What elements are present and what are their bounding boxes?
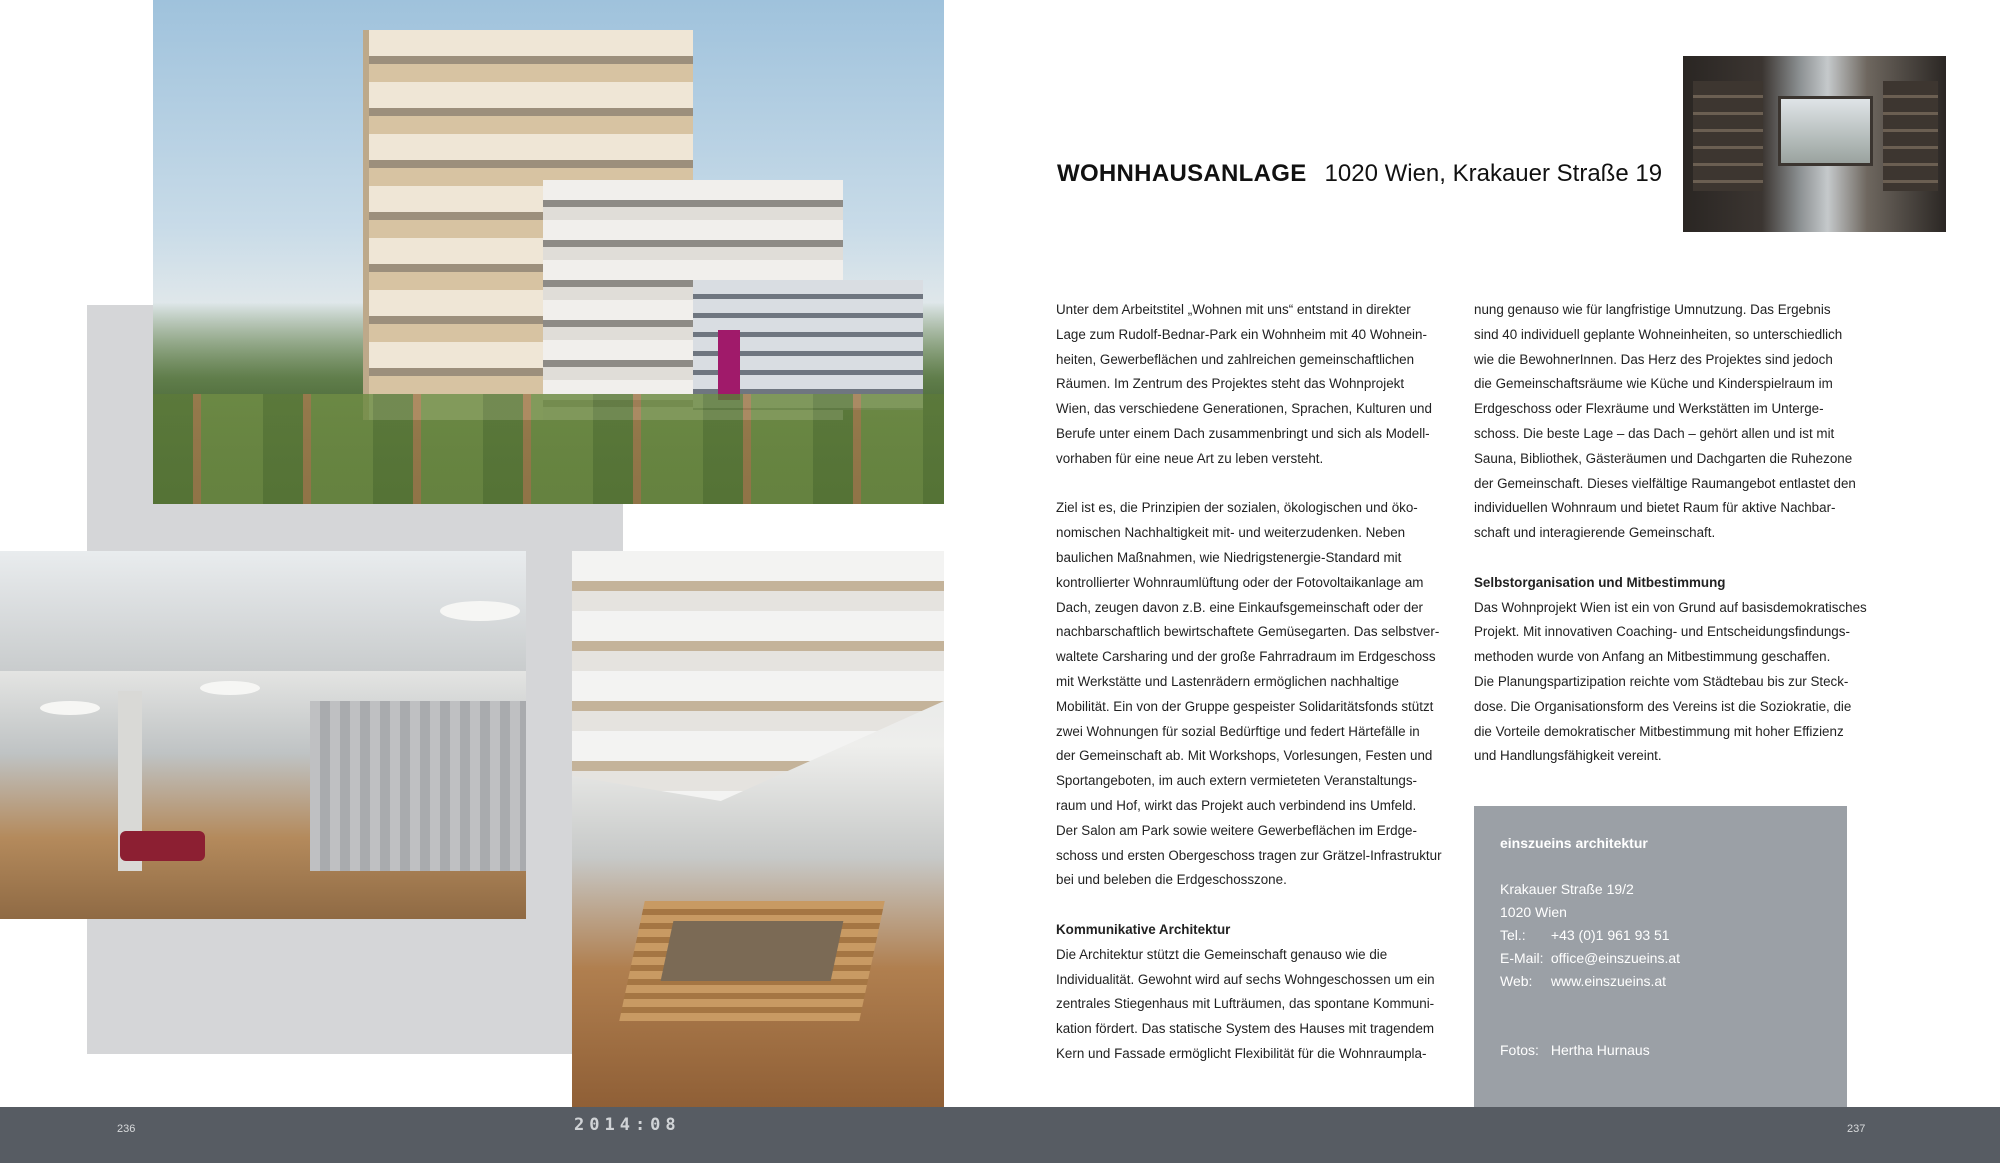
article-title: WOHNHAUSANLAGE [1057,160,1307,187]
photo-library [1683,56,1946,232]
body-text-line: schoss und ersten Obergeschoss tragen zur Grätzel-Infrastruktur [1056,847,1442,863]
body-text-line: Räumen. Im Zentrum des Projektes steht das Wohnprojekt [1056,376,1405,392]
body-text-line: Projekt. Mit innovativen Coaching- und Entscheidungsfindungs- [1474,624,1850,640]
body-text-line: sind 40 individuell geplante Wohneinheiten, so unterschiedlich [1474,326,1843,342]
photo-building-garden-shape [153,394,944,504]
architect-firm-name: einszueins architektur [1500,835,1648,851]
photo-library-shelf-shape [1883,81,1938,191]
body-text-line: bei und beleben die Erdgeschosszone. [1056,872,1287,888]
body-text-line: vorhaben für eine neue Art zu leben versteht. [1056,450,1324,466]
section-heading-architecture: Kommunikative Architektur [1056,921,1231,937]
architect-city: 1020 Wien [1500,904,1567,920]
photo-interior-lamp-shape [440,601,520,621]
issue-number: 2014:08 [574,1115,681,1135]
body-text-line: raum und Hof, wirkt das Projekt auch verbindend ins Umfeld. [1056,797,1417,813]
photo-interior-lamp-shape [40,701,100,715]
body-text-line: mit Werkstätte und Lastenrädern ermöglichen nachhaltige [1056,673,1399,689]
body-text-line: waltete Carsharing und der große Fahrradraum im Erdgeschoss [1056,649,1436,665]
body-text-line: Ziel ist es, die Prinzipien der sozialen, ökologischen und öko- [1056,500,1418,516]
body-text-line: Dach, zeugen davon z.B. eine Einkaufsgemeinschaft oder der [1056,599,1423,615]
paragraph-gap [1474,546,1854,571]
body-text-line: Der Salon am Park sowie weitere Gewerbeflächen im Erdge- [1056,822,1417,838]
phone-label: Tel.: [1500,927,1526,943]
body-text-line: der Gemeinschaft ab. Mit Workshops, Vorlesungen, Festen und [1056,748,1433,764]
body-text-line: Lage zum Rudolf-Bednar-Park ein Wohnheim mit 40 Wohnein- [1056,326,1427,342]
body-text-line: Wien, das verschiedene Generationen, Sprachen, Kulturen und [1056,401,1432,417]
body-text-line: zwei Wohnungen für sozial Bedürftige und federt Härtefälle in [1056,723,1420,739]
body-text-line: und Handlungsfähigkeit vereint. [1474,748,1662,764]
body-text-line: schaft und interagierende Gemeinschaft. [1474,525,1716,541]
body-text-line: Die Planungspartizipation reichte vom Städtebau bis zur Steck- [1474,673,1849,689]
photo-credit-row [1500,1039,1821,1062]
photo-community-room [0,551,526,919]
footer-bar [0,1107,2000,1163]
email-label: E-Mail: [1500,950,1544,966]
photo-library-window-shape [1778,96,1873,166]
text-column-right [1474,298,1867,769]
body-text-line: methoden wurde von Anfang an Mitbestimmung geschaffen. [1474,649,1831,665]
photo-interior-sofa-shape [120,831,205,861]
body-text-line: Die Architektur stützt die Gemeinschaft genauso wie die [1056,946,1388,962]
body-text-line: nung genauso wie für langfristige Umnutzung. Das Ergebnis [1474,302,1831,317]
body-text-line: wie die BewohnerInnen. Das Herz des Projektes sind jedoch [1474,351,1833,367]
architect-street: Krakauer Straße 19/2 [1500,881,1634,897]
body-text-line: dose. Die Organisationsform des Vereins ist die Soziokratie, die [1474,698,1852,714]
photo-interior-curtain-shape [310,701,526,871]
web-value: www.einszueins.at [1550,973,1667,989]
email-value: office@einszueins.at [1550,950,1681,966]
architect-phone-row [1500,924,1821,947]
body-text-line: Unter dem Arbeitstitel „Wohnen mit uns“ entstand in direkter [1056,302,1411,317]
body-text-line: die Gemeinschaftsräume wie Küche und Kinderspielraum im [1474,376,1833,392]
body-text-line: der Gemeinschaft. Dieses vielfältige Raumangebot entlastet den [1474,475,1856,491]
photo-credit-value: Hertha Hurnaus [1550,1042,1650,1058]
body-text-line: Kern und Fassade ermöglicht Flexibilität für die Wohnraumpla- [1056,1045,1427,1061]
paragraph-gap [1056,893,1436,918]
body-text-line: nomischen Nachhaltigkeit mit- und weiterzudenken. Neben [1056,525,1406,541]
photo-interior-lamp-shape [200,681,260,695]
photo-courtyard-facade-shape [572,551,944,801]
body-text-line: individuellen Wohnraum und bietet Raum für aktive Nachbar- [1474,500,1836,516]
body-text-line: heiten, Gewerbeflächen und zahlreichen gemeinschaftlichen [1056,351,1415,367]
body-text-line: kation fördert. Das statische System des Hauses mit tragendem [1056,1021,1435,1037]
architect-email-row [1500,947,1821,970]
web-label: Web: [1500,973,1533,989]
body-text-line: Mobilität. Ein von der Gruppe gespeister Solidaritätsfonds stützt [1056,698,1434,714]
photo-library-shelf-shape [1693,81,1763,191]
body-text-line: Berufe unter einem Dach zusammenbringt und sich als Modell- [1056,425,1430,441]
section-heading-self-organisation: Selbstorganisation und Mitbestimmung [1474,574,1726,590]
page-number-left: 236 [117,1123,136,1135]
photo-building-accent-shape [718,330,740,400]
body-text-line: baulichen Maßnahmen, wie Niedrigstenergie-Standard mit [1056,549,1402,565]
photo-courtyard [572,551,944,1108]
page-number-right: 237 [1847,1123,1866,1135]
paragraph-gap [1056,472,1436,497]
body-text-line: Erdgeschoss oder Flexräume und Werkstätten im Unterge- [1474,401,1824,417]
body-text-line: die Vorteile demokratischer Mitbestimmung mit hoher Effizienz [1474,723,1844,739]
body-text-line: Das Wohnprojekt Wien ist ein von Grund auf basisdemokratisches [1474,599,1867,615]
body-text-line: Sportangeboten, im auch extern vermieteten Veranstaltungs- [1056,773,1418,789]
body-text-line: kontrollierter Wohnraumlüftung oder der Fotovoltaikanlage am [1056,574,1424,590]
body-text-line: nachbarschaftlich bewirtschaftete Gemüsegarten. Das selbstver- [1056,624,1440,640]
article-header [1057,158,1662,193]
photo-courtyard-soil-shape [661,921,844,981]
phone-value: +43 (0)1 961 93 51 [1550,927,1670,943]
body-text-line: schoss. Die beste Lage – das Dach – gehört allen und ist mit [1474,425,1835,441]
text-column-left [1056,298,1442,1067]
article-address: 1020 Wien, Krakauer Straße 19 [1324,160,1663,187]
body-text-line: zentrales Stiegenhaus mit Lufträumen, das spontane Kommuni- [1056,996,1435,1012]
body-text-line: Individualität. Gewohnt wird auf sechs Wohngeschossen um ein [1056,971,1435,987]
architect-web-row [1500,970,1821,993]
photo-credit-label: Fotos: [1500,1042,1539,1058]
body-text-line: Sauna, Bibliothek, Gästeräumen und Dachgarten die Ruhezone [1474,450,1853,466]
photo-building-exterior [153,0,944,504]
